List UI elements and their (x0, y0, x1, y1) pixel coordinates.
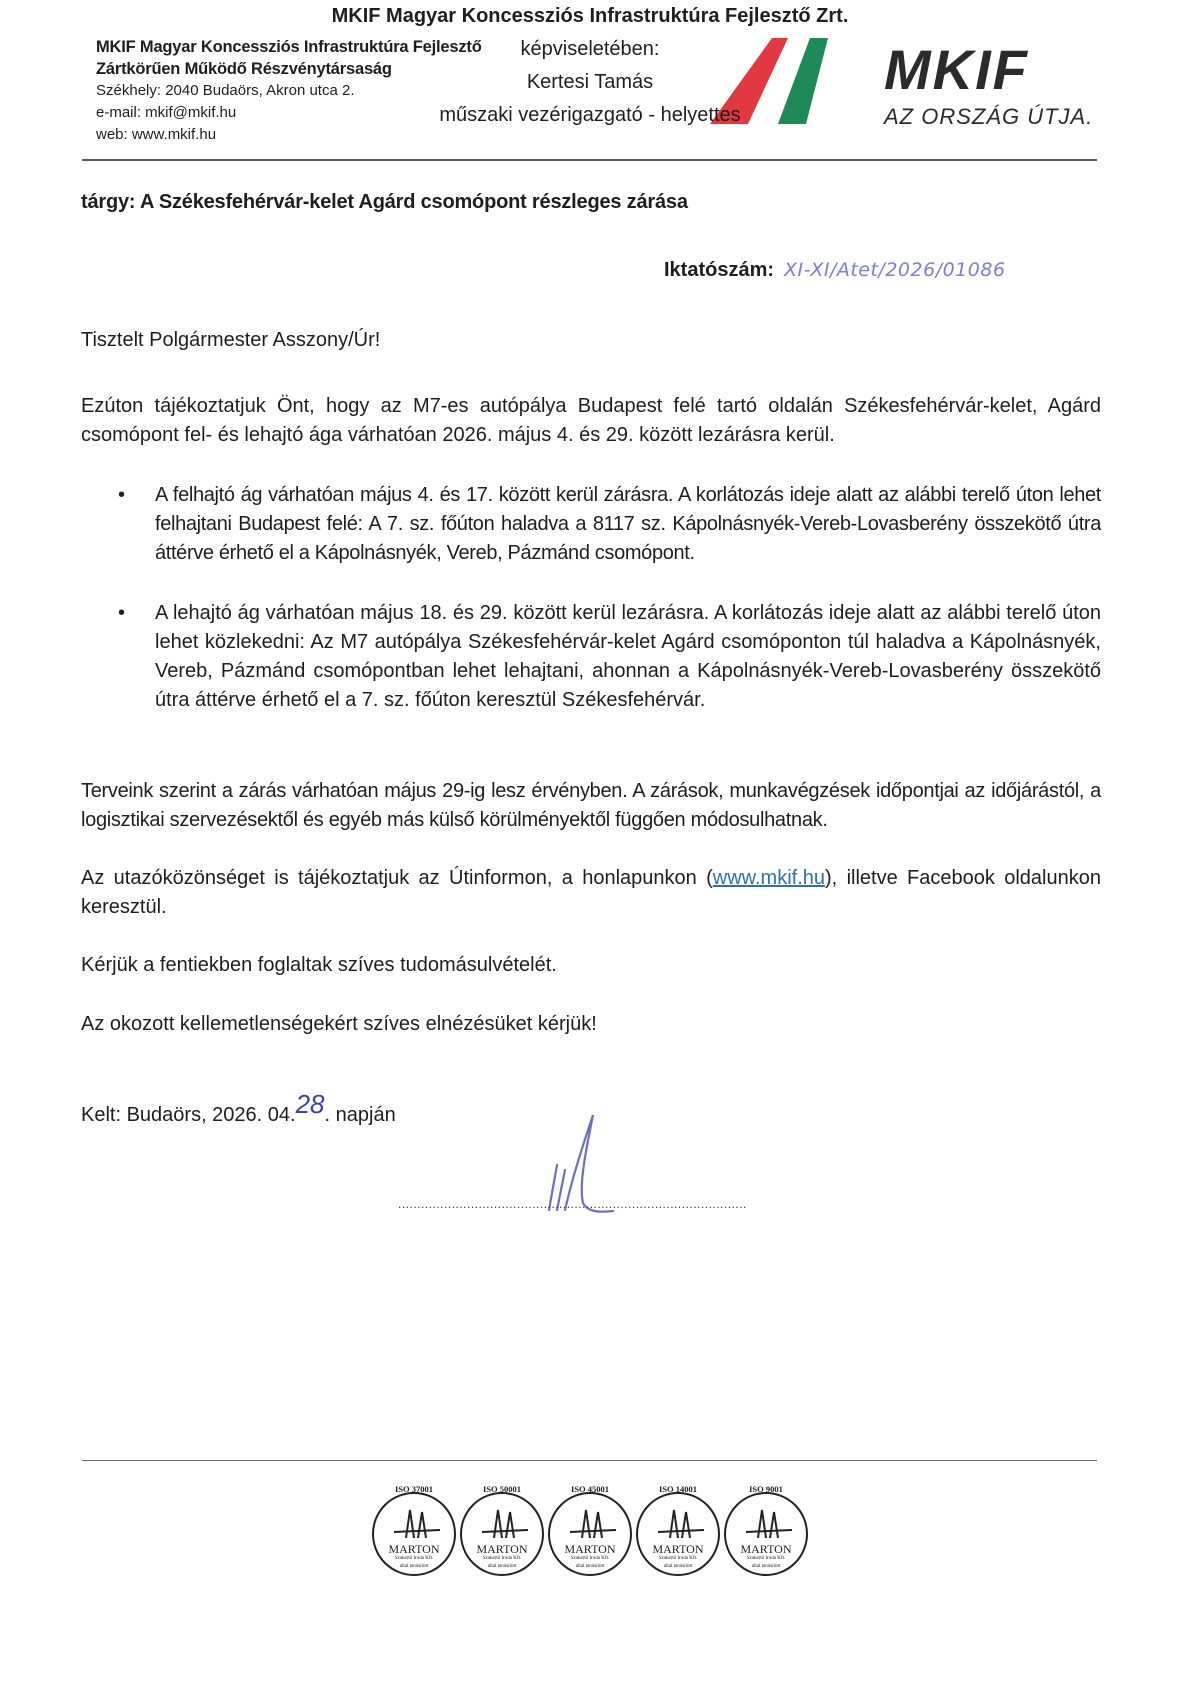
bridge-icon (374, 1504, 458, 1542)
header-divider (82, 159, 1097, 161)
date-suffix: . napján (324, 1104, 396, 1126)
iso-issuer: MARTON (388, 1542, 440, 1556)
signature-dotted-line: ........................................................................................... (398, 1197, 747, 1211)
iso-seal (548, 1484, 632, 1576)
schedule-paragraph: Terveink szerint a zárás várhatóan május 29-ig lesz érvényben. A zárások, munkavégzések időpontjai az időjárástól, a logisztikai szervezésektől és egyéb más külső körülményektől függően módosulhatnak. (81, 780, 1101, 831)
date-line (81, 1089, 396, 1128)
logo-tagline: AZ ORSZÁG ÚTJA. (884, 104, 1094, 129)
iso-bottom-text: által tanúsított (575, 1564, 605, 1569)
list-item (118, 481, 1101, 568)
iso-seal (636, 1484, 720, 1576)
footer-divider (82, 1460, 1097, 1461)
iso-standard: ISO 45001 (570, 1484, 610, 1494)
iso-seal (724, 1484, 808, 1576)
iso-seal (460, 1484, 544, 1576)
iso-issuer: MARTON (740, 1542, 792, 1556)
sender-org-line1: MKIF Magyar Koncessziós Infrastruktúra Fejlesztő (96, 38, 482, 56)
logo-brand: MKIF (884, 38, 1029, 101)
signature-organization: MKIF Magyar Koncessziós Infrastruktúra Fejlesztő Zrt. (331, 5, 849, 27)
sender-address: Székhely: 2040 Budaörs, Akron utca 2. (96, 82, 355, 99)
letter-subject: tárgy: A Székesfehérvár-kelet Agárd csomópont részleges zárása (81, 191, 688, 213)
info-text-before: Az utazóközönséget is tájékoztatjuk az Útinformon, a honlapunkon ( (81, 867, 713, 889)
bullet-icon: • (118, 484, 125, 506)
date-prefix: Kelt: Budaörs, 2026. 04. (81, 1104, 296, 1126)
iso-issuer-sub: Szakértő Iroda Kft. (746, 1556, 786, 1561)
handwritten-day: 28 (295, 1089, 325, 1119)
registry-label: Iktatószám: (664, 259, 775, 281)
certification-seals (372, 1484, 808, 1576)
registry-handwritten-value: XI-XI/Atet/2026/01086 (784, 259, 1006, 281)
apology-paragraph: Az okozott kellemetlenségekért szíves elnézésüket kérjük! (81, 1013, 597, 1035)
sender-web: web: www.mkif.hu (96, 126, 217, 143)
list-item-text: A lehajtó ág várhatóan május 18. és 29. között kerül lezárásra. A korlátozás ideje alatt az alábbi terelő úton lehet közlekedni: Az M7 autópálya Székesfehérvár-kelet Agárd csomóponton túl haladva a Kápolnásnyék, Vereb, Pázmánd csomópontban lehet lehajtani, ahonnan a Kápolnásnyék-Vereb-Lovasberény összekötő útra áttérve érhető el a 7. sz. főúton keresztül Székesfehérvár. (155, 602, 1101, 711)
sender-org-line2: Zártkörűen Működő Részvénytársaság (96, 60, 392, 78)
bridge-icon (726, 1504, 810, 1542)
info-text-after: ), illetve Facebook oldalunkon keresztül. (81, 867, 1101, 918)
greeting: Tisztelt Polgármester Asszony/Úr! (81, 329, 381, 351)
signatory-name: Kertesi Tamás (526, 71, 654, 93)
iso-issuer: MARTON (476, 1542, 528, 1556)
iso-issuer: MARTON (652, 1542, 704, 1556)
signature-on-behalf: képviseletében: (520, 38, 660, 60)
bridge-icon (462, 1504, 546, 1542)
bridge-icon (550, 1504, 634, 1542)
iso-standard: ISO 14001 (658, 1484, 698, 1494)
sender-email: e-mail: mkif@mkif.hu (96, 104, 237, 121)
iso-issuer-sub: Szakértő Iroda Kft. (570, 1556, 610, 1561)
iso-bottom-text: által tanúsított (751, 1564, 781, 1569)
website-link[interactable]: www.mkif.hu (712, 867, 826, 889)
list-item (118, 599, 1101, 715)
iso-issuer: MARTON (564, 1542, 616, 1556)
iso-bottom-text: által tanúsított (487, 1564, 517, 1569)
iso-seal (372, 1484, 456, 1576)
signature-block (300, 0, 880, 132)
intro-paragraph: Ezúton tájékoztatjuk Önt, hogy az M7-es autópálya Budapest felé tartó oldalán Székesfehérvár-kelet, Agárd csomópont fel- és lehajtó ága várhatóan 2026. május 4. és 29. között lezárásra kerül. (81, 395, 1101, 446)
iso-bottom-text: által tanúsított (663, 1564, 693, 1569)
iso-standard: ISO 50001 (482, 1484, 522, 1494)
request-paragraph: Kérjük a fentiekben foglaltak szíves tudomásulvételét. (81, 954, 557, 976)
iso-standard: ISO 37001 (394, 1484, 434, 1494)
iso-issuer-sub: Szakértő Iroda Kft. (658, 1556, 698, 1561)
registry-number (664, 259, 1006, 282)
bridge-icon (638, 1504, 722, 1542)
bullet-icon: • (118, 602, 126, 624)
iso-issuer-sub: Szakértő Iroda Kft. (482, 1556, 522, 1561)
list-item-text: A felhajtó ág várhatóan május 4. és 17. között kerül zárásra. A korlátozás ideje alatt az alábbi terelő úton lehet felhajtani Budapest felé: A 7. sz. főúton haladva a 8117 sz. Kápolnásnyék-Vereb-Lovasberény összekötő útra áttérve érhető el a Kápolnásnyék, Vereb, Pázmánd csomópont. (155, 484, 1101, 564)
info-paragraph (81, 864, 1101, 922)
iso-issuer-sub: Szakértő Iroda Kft. (394, 1556, 434, 1561)
iso-standard: ISO 9001 (749, 1484, 783, 1494)
iso-bottom-text: által tanúsított (399, 1564, 429, 1569)
signatory-title: műszaki vezérigazgató - helyettes (439, 104, 741, 126)
